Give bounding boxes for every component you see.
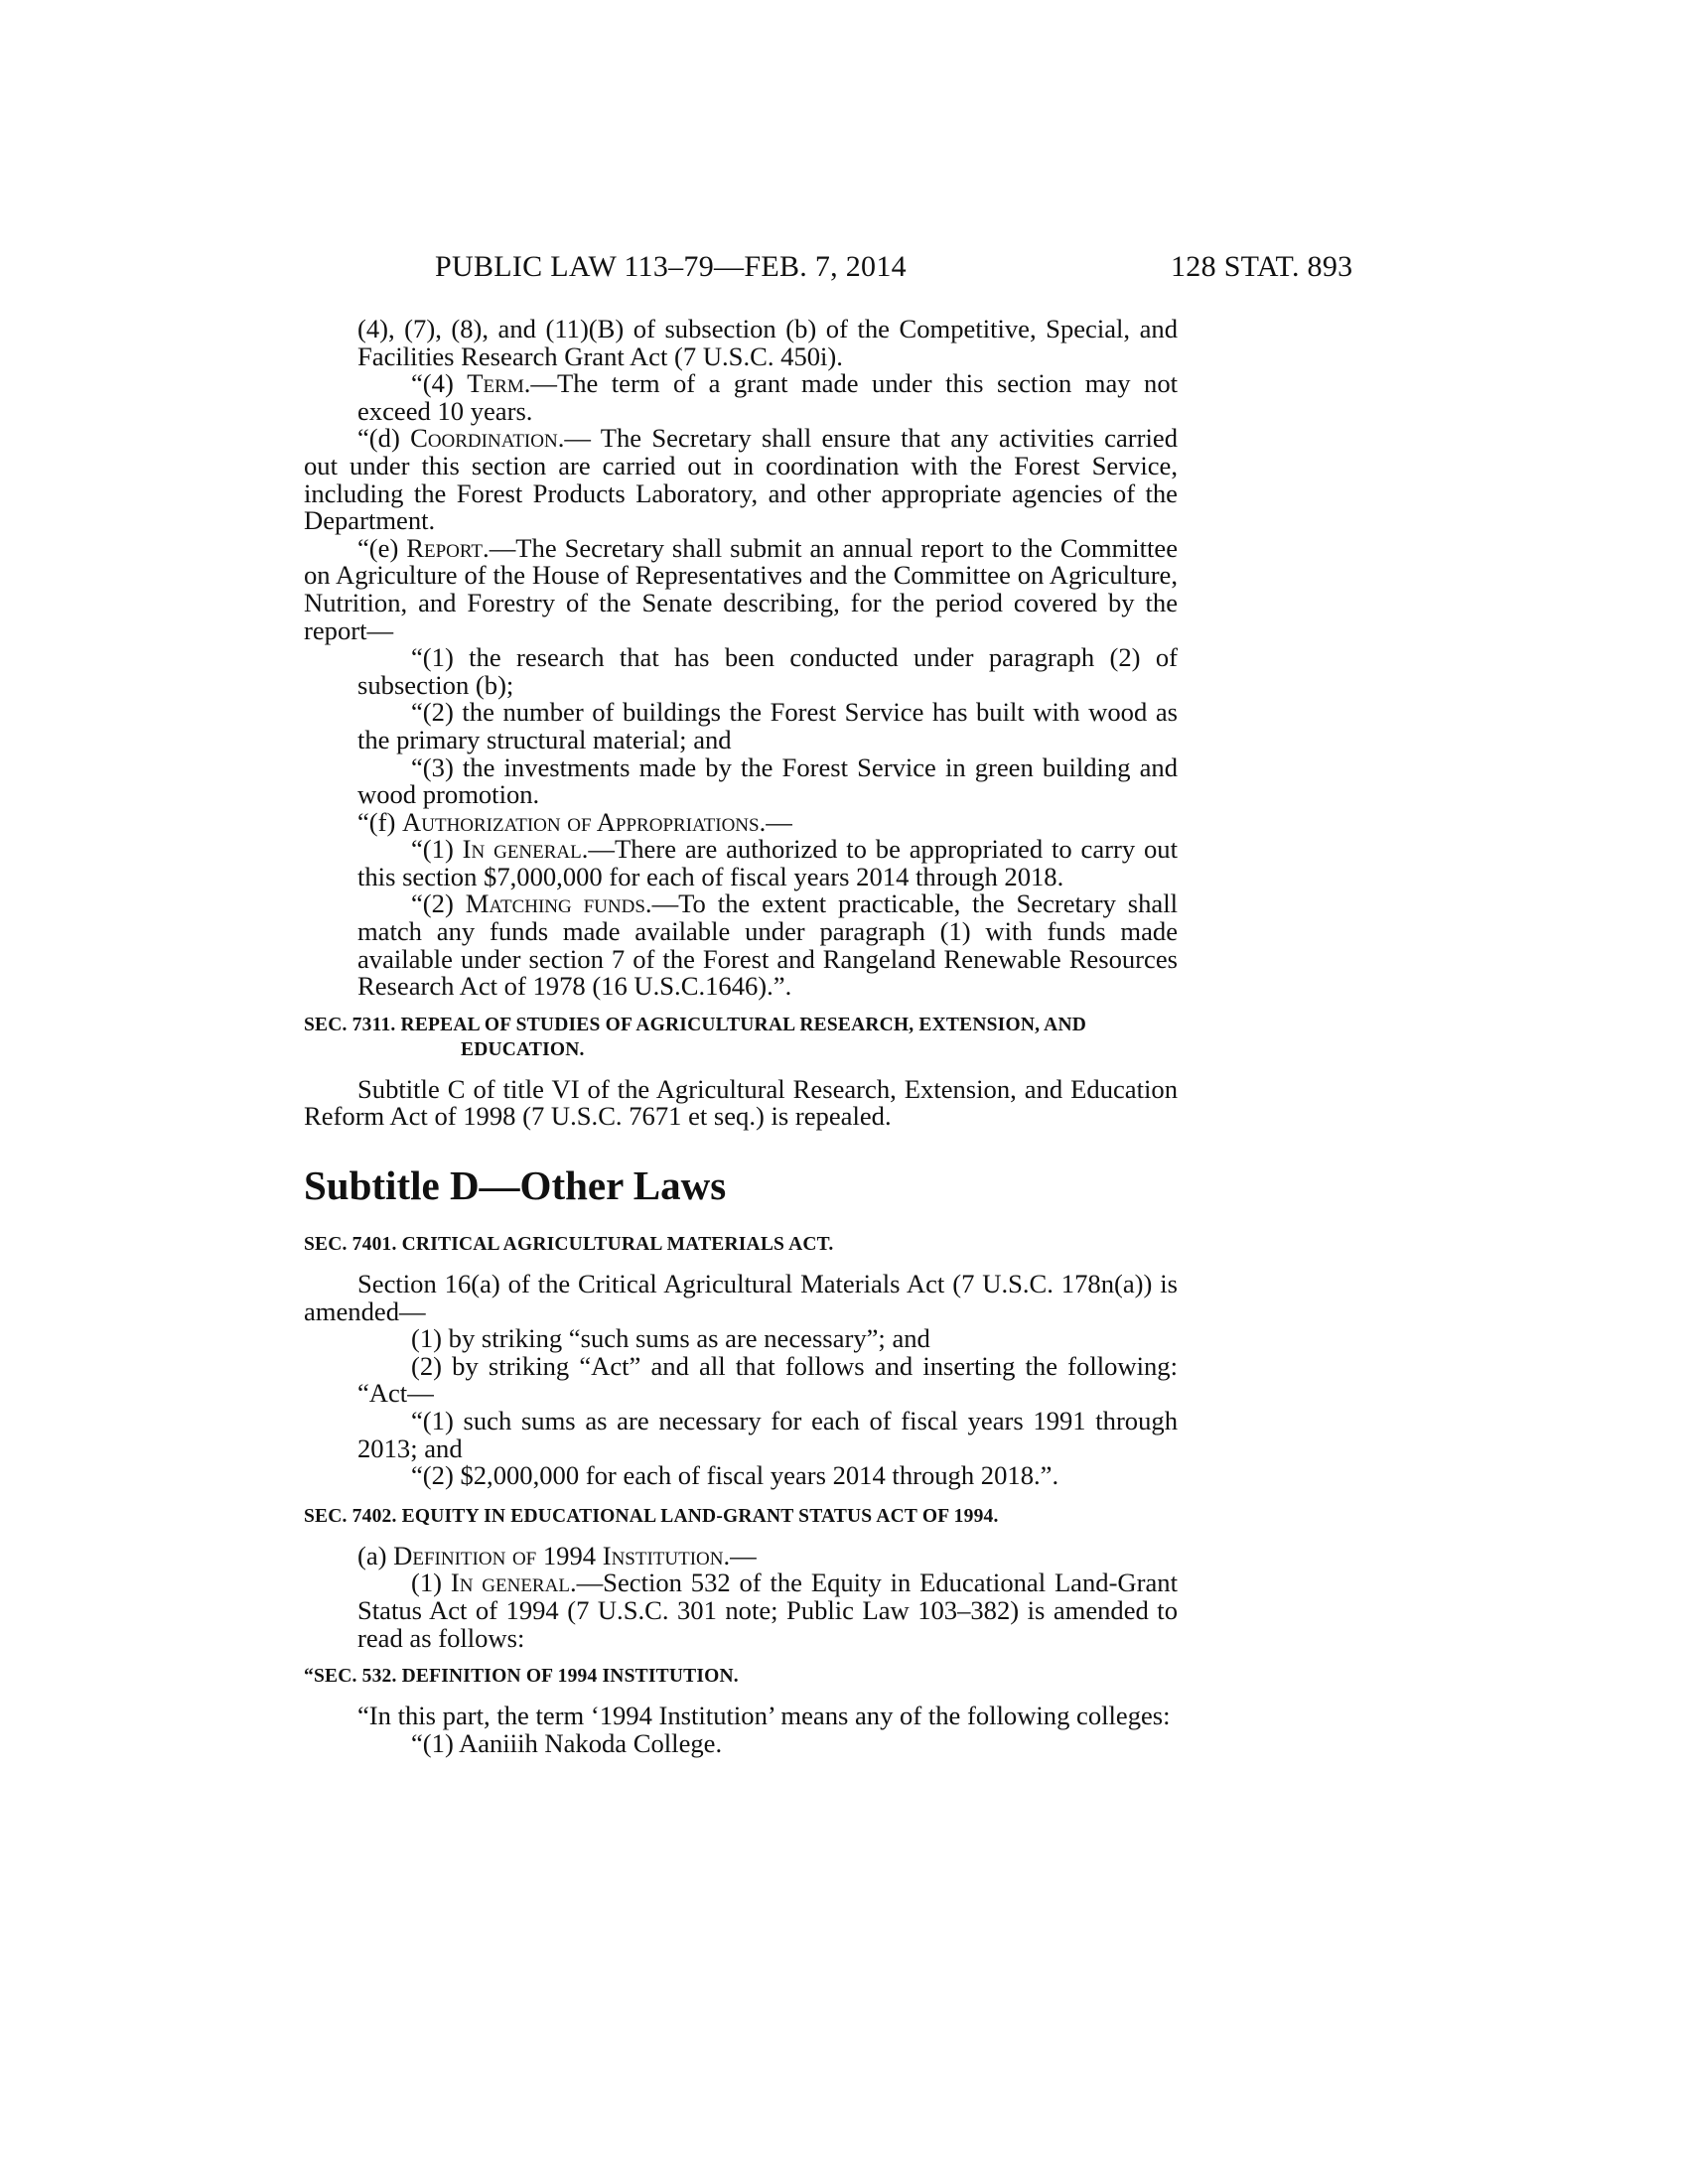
paragraph-inserted-1: “(1) such sums as are necessary for each of fiscal years 1991 through 2013; and — [357, 1406, 1178, 1463]
paragraph-report-item-2: “(2) the number of buildings the Forest Service has built with wood as the primary structural material; and — [357, 697, 1178, 754]
paragraph-report: “(e) Report.—The Secretary shall submit an annual report to the Committee on Agriculture of the House of Representatives and the Committee on Agriculture, Nutrition, and Forestry of the Senate describing, for the period covered by the report— — [304, 532, 1178, 645]
section-heading-7401: SEC. 7401. CRITICAL AGRICULTURAL MATERIALS ACT. — [304, 1234, 834, 1256]
paragraph-heading: In general — [450, 1568, 570, 1598]
paragraph-amend-2: (2) by striking “Act” and all that follows and inserting the following: “Act— — [357, 1350, 1178, 1409]
paragraph-heading: Matching funds — [465, 888, 645, 919]
section-heading-532: “SEC. 532. DEFINITION OF 1994 INSTITUTION. — [304, 1666, 739, 1688]
paragraph-term: “(4) Term.—The term of a grant made under this section may not exceed 10 years. — [357, 368, 1179, 426]
paragraph-heading: Coordination — [410, 423, 558, 454]
body-text — [304, 316, 1178, 1757]
paragraph-heading: Report — [406, 532, 484, 563]
paragraph-matching-funds: “(2) Matching funds.—To the extent practicable, the Secretary shall match any funds made available under paragraph (1) with funds made available under section 7 of the Forest and Rangeland Renewable Resources Research Act of 1978 (16 U.S.C.1646).”. — [357, 888, 1178, 1002]
subtitle-heading: Subtitle D—Other Laws — [304, 1162, 727, 1209]
section-heading-7402: SEC. 7402. EQUITY IN EDUCATIONAL LAND-GRANT STATUS ACT OF 1994. — [304, 1505, 999, 1527]
paragraph-heading: In general — [462, 834, 582, 865]
paragraph-section-16a: Section 16(a) of the Critical Agricultural Materials Act (7 U.S.C. 178n(a)) is amended— — [304, 1269, 1178, 1326]
running-header-title: PUBLIC LAW 113–79—FEB. 7, 2014 — [435, 250, 907, 283]
paragraph-inserted-2: “(2) $2,000,000 for each of fiscal years 2014 through 2018.”. — [411, 1460, 1059, 1491]
paragraph-continuation: (4), (7), (8), and (11)(B) of subsection (b) of the Competitive, Special, and Facilities Research Grant Act (7 U.S.C. 450i). — [357, 314, 1178, 371]
paragraph-repeal: Subtitle C of title VI of the Agricultural Research, Extension, and Education Reform Act of 1998 (7 U.S.C. 7671 et seq.) is repealed. — [304, 1073, 1178, 1132]
paragraph-report-item-1: “(1) the research that has been conducted under paragraph (2) of subsection (b); — [357, 642, 1178, 700]
section-heading-7311: SEC. 7311. REPEAL OF STUDIES OF AGRICULTURAL RESEARCH, EXTENSION, AND EDUCATION. — [304, 1014, 1087, 1060]
paragraph-section-532: (1) In general.—Section 532 of the Equity in Educational Land-Grant Status Act of 1994 (7 U.S.C. 301 note; Public Law 103–382) is amended to read as follows: — [357, 1568, 1178, 1653]
paragraph-authorization: “(f) Authorization of Appropriations.— — [357, 806, 792, 837]
paragraph-definition: (a) Definition of 1994 Institution.— — [357, 1540, 757, 1570]
paragraph-heading: Authorization of Appropriations — [402, 806, 760, 837]
paragraph-report-item-3: “(3) the investments made by the Forest Service in green building and wood promotion. — [357, 751, 1178, 810]
running-header-stat-page: 128 STAT. 893 — [1171, 250, 1353, 283]
paragraph-in-general: “(1) In general.—There are authorized to be appropriated to carry out this section $7,000,000 for each of fiscal years 2014 through 2018. — [357, 834, 1178, 891]
paragraph-1994-institution: “In this part, the term ‘1994 Institution’ means any of the following colleges: — [357, 1701, 1171, 1731]
paragraph-heading: Definition of 1994 Institution — [393, 1540, 724, 1570]
paragraph-coordination: “(d) Coordination.— The Secretary shall ensure that any activities carried out under this section are carried out in coordination with the Forest Service, including the Forest Products Laboratory, and other appropriate agencies of the Department. — [304, 423, 1178, 536]
paragraph-amend-1: (1) by striking “such sums as are necessary”; and — [411, 1323, 930, 1354]
paragraph-heading: Term — [467, 368, 524, 399]
paragraph-college-1: “(1) Aaniiih Nakoda College. — [411, 1727, 723, 1758]
